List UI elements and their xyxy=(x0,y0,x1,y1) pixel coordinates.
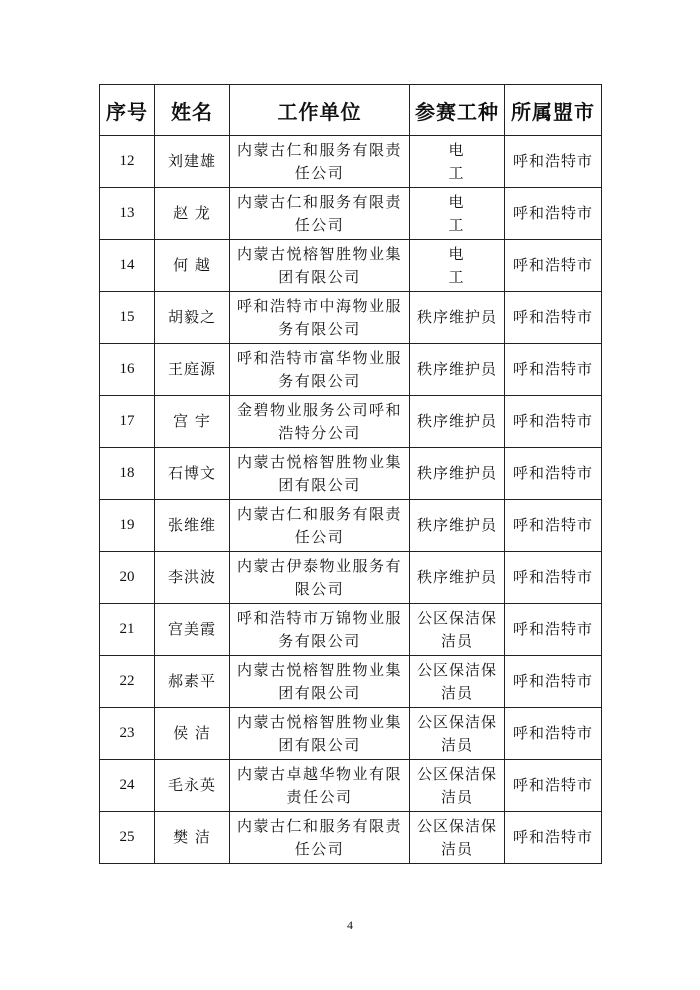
table-row xyxy=(100,188,602,240)
header-name: 姓名 xyxy=(155,85,230,136)
cell-work-unit: 内蒙古伊泰物业服务有限公司 xyxy=(230,552,410,604)
cell-trade: 公区保洁保洁员 xyxy=(410,760,505,812)
cell-trade: 电 工 xyxy=(410,240,505,292)
roster-table xyxy=(99,84,602,864)
cell-trade: 秩序维护员 xyxy=(410,292,505,344)
cell-name: 刘建雄 xyxy=(155,136,230,188)
table-row xyxy=(100,552,602,604)
header-work-unit: 工作单位 xyxy=(230,85,410,136)
cell-work-unit: 内蒙古仁和服务有限责任公司 xyxy=(230,812,410,864)
cell-name: 王庭源 xyxy=(155,344,230,396)
cell-work-unit: 呼和浩特市富华物业服务有限公司 xyxy=(230,344,410,396)
cell-name: 李洪波 xyxy=(155,552,230,604)
cell-number: 19 xyxy=(100,500,155,552)
cell-city: 呼和浩特市 xyxy=(505,760,602,812)
cell-name: 张维维 xyxy=(155,500,230,552)
cell-city: 呼和浩特市 xyxy=(505,656,602,708)
table-row xyxy=(100,604,602,656)
cell-number: 18 xyxy=(100,448,155,500)
cell-trade: 电 工 xyxy=(410,136,505,188)
cell-name: 樊 洁 xyxy=(155,812,230,864)
cell-number: 20 xyxy=(100,552,155,604)
cell-work-unit: 内蒙古仁和服务有限责任公司 xyxy=(230,188,410,240)
cell-work-unit: 内蒙古悦榕智胜物业集团有限公司 xyxy=(230,240,410,292)
cell-trade: 公区保洁保洁员 xyxy=(410,708,505,760)
cell-number: 16 xyxy=(100,344,155,396)
cell-city: 呼和浩特市 xyxy=(505,448,602,500)
cell-number: 17 xyxy=(100,396,155,448)
cell-trade: 秩序维护员 xyxy=(410,552,505,604)
cell-city: 呼和浩特市 xyxy=(505,240,602,292)
cell-trade: 秩序维护员 xyxy=(410,500,505,552)
cell-name: 胡毅之 xyxy=(155,292,230,344)
table-row xyxy=(100,136,602,188)
cell-trade: 秩序维护员 xyxy=(410,448,505,500)
cell-city: 呼和浩特市 xyxy=(505,292,602,344)
cell-trade: 公区保洁保洁员 xyxy=(410,812,505,864)
cell-work-unit: 金碧物业服务公司呼和浩特分公司 xyxy=(230,396,410,448)
cell-work-unit: 内蒙古悦榕智胜物业集团有限公司 xyxy=(230,448,410,500)
cell-trade: 秩序维护员 xyxy=(410,396,505,448)
table-row xyxy=(100,396,602,448)
cell-trade: 秩序维护员 xyxy=(410,344,505,396)
header-trade: 参赛工种 xyxy=(410,85,505,136)
cell-city: 呼和浩特市 xyxy=(505,604,602,656)
table-row xyxy=(100,292,602,344)
cell-name: 宫 宇 xyxy=(155,396,230,448)
table-row xyxy=(100,448,602,500)
table-row xyxy=(100,240,602,292)
cell-work-unit: 内蒙古悦榕智胜物业集团有限公司 xyxy=(230,708,410,760)
cell-name: 赵 龙 xyxy=(155,188,230,240)
table-row xyxy=(100,344,602,396)
cell-number: 21 xyxy=(100,604,155,656)
table-row xyxy=(100,812,602,864)
cell-city: 呼和浩特市 xyxy=(505,708,602,760)
cell-name: 侯 洁 xyxy=(155,708,230,760)
cell-name: 石博文 xyxy=(155,448,230,500)
cell-work-unit: 呼和浩特市万锦物业服务有限公司 xyxy=(230,604,410,656)
cell-number: 12 xyxy=(100,136,155,188)
table-row xyxy=(100,500,602,552)
cell-name: 宫美霞 xyxy=(155,604,230,656)
cell-city: 呼和浩特市 xyxy=(505,500,602,552)
cell-city: 呼和浩特市 xyxy=(505,396,602,448)
cell-city: 呼和浩特市 xyxy=(505,136,602,188)
cell-name: 毛永英 xyxy=(155,760,230,812)
cell-trade: 公区保洁保洁员 xyxy=(410,656,505,708)
cell-work-unit: 内蒙古仁和服务有限责任公司 xyxy=(230,136,410,188)
table-row xyxy=(100,760,602,812)
table-row xyxy=(100,656,602,708)
cell-number: 15 xyxy=(100,292,155,344)
cell-city: 呼和浩特市 xyxy=(505,552,602,604)
cell-city: 呼和浩特市 xyxy=(505,812,602,864)
cell-trade: 公区保洁保洁员 xyxy=(410,604,505,656)
cell-work-unit: 内蒙古悦榕智胜物业集团有限公司 xyxy=(230,656,410,708)
cell-trade: 电 工 xyxy=(410,188,505,240)
cell-city: 呼和浩特市 xyxy=(505,344,602,396)
cell-number: 23 xyxy=(100,708,155,760)
cell-number: 25 xyxy=(100,812,155,864)
cell-number: 22 xyxy=(100,656,155,708)
cell-city: 呼和浩特市 xyxy=(505,188,602,240)
cell-work-unit: 内蒙古卓越华物业有限责任公司 xyxy=(230,760,410,812)
cell-work-unit: 呼和浩特市中海物业服务有限公司 xyxy=(230,292,410,344)
header-number: 序号 xyxy=(100,85,155,136)
cell-number: 13 xyxy=(100,188,155,240)
page-number: 4 xyxy=(347,918,353,932)
table-row xyxy=(100,708,602,760)
cell-name: 何 越 xyxy=(155,240,230,292)
cell-number: 24 xyxy=(100,760,155,812)
table-header-row xyxy=(100,85,602,136)
cell-name: 郝素平 xyxy=(155,656,230,708)
cell-work-unit: 内蒙古仁和服务有限责任公司 xyxy=(230,500,410,552)
cell-number: 14 xyxy=(100,240,155,292)
header-city: 所属盟市 xyxy=(505,85,602,136)
